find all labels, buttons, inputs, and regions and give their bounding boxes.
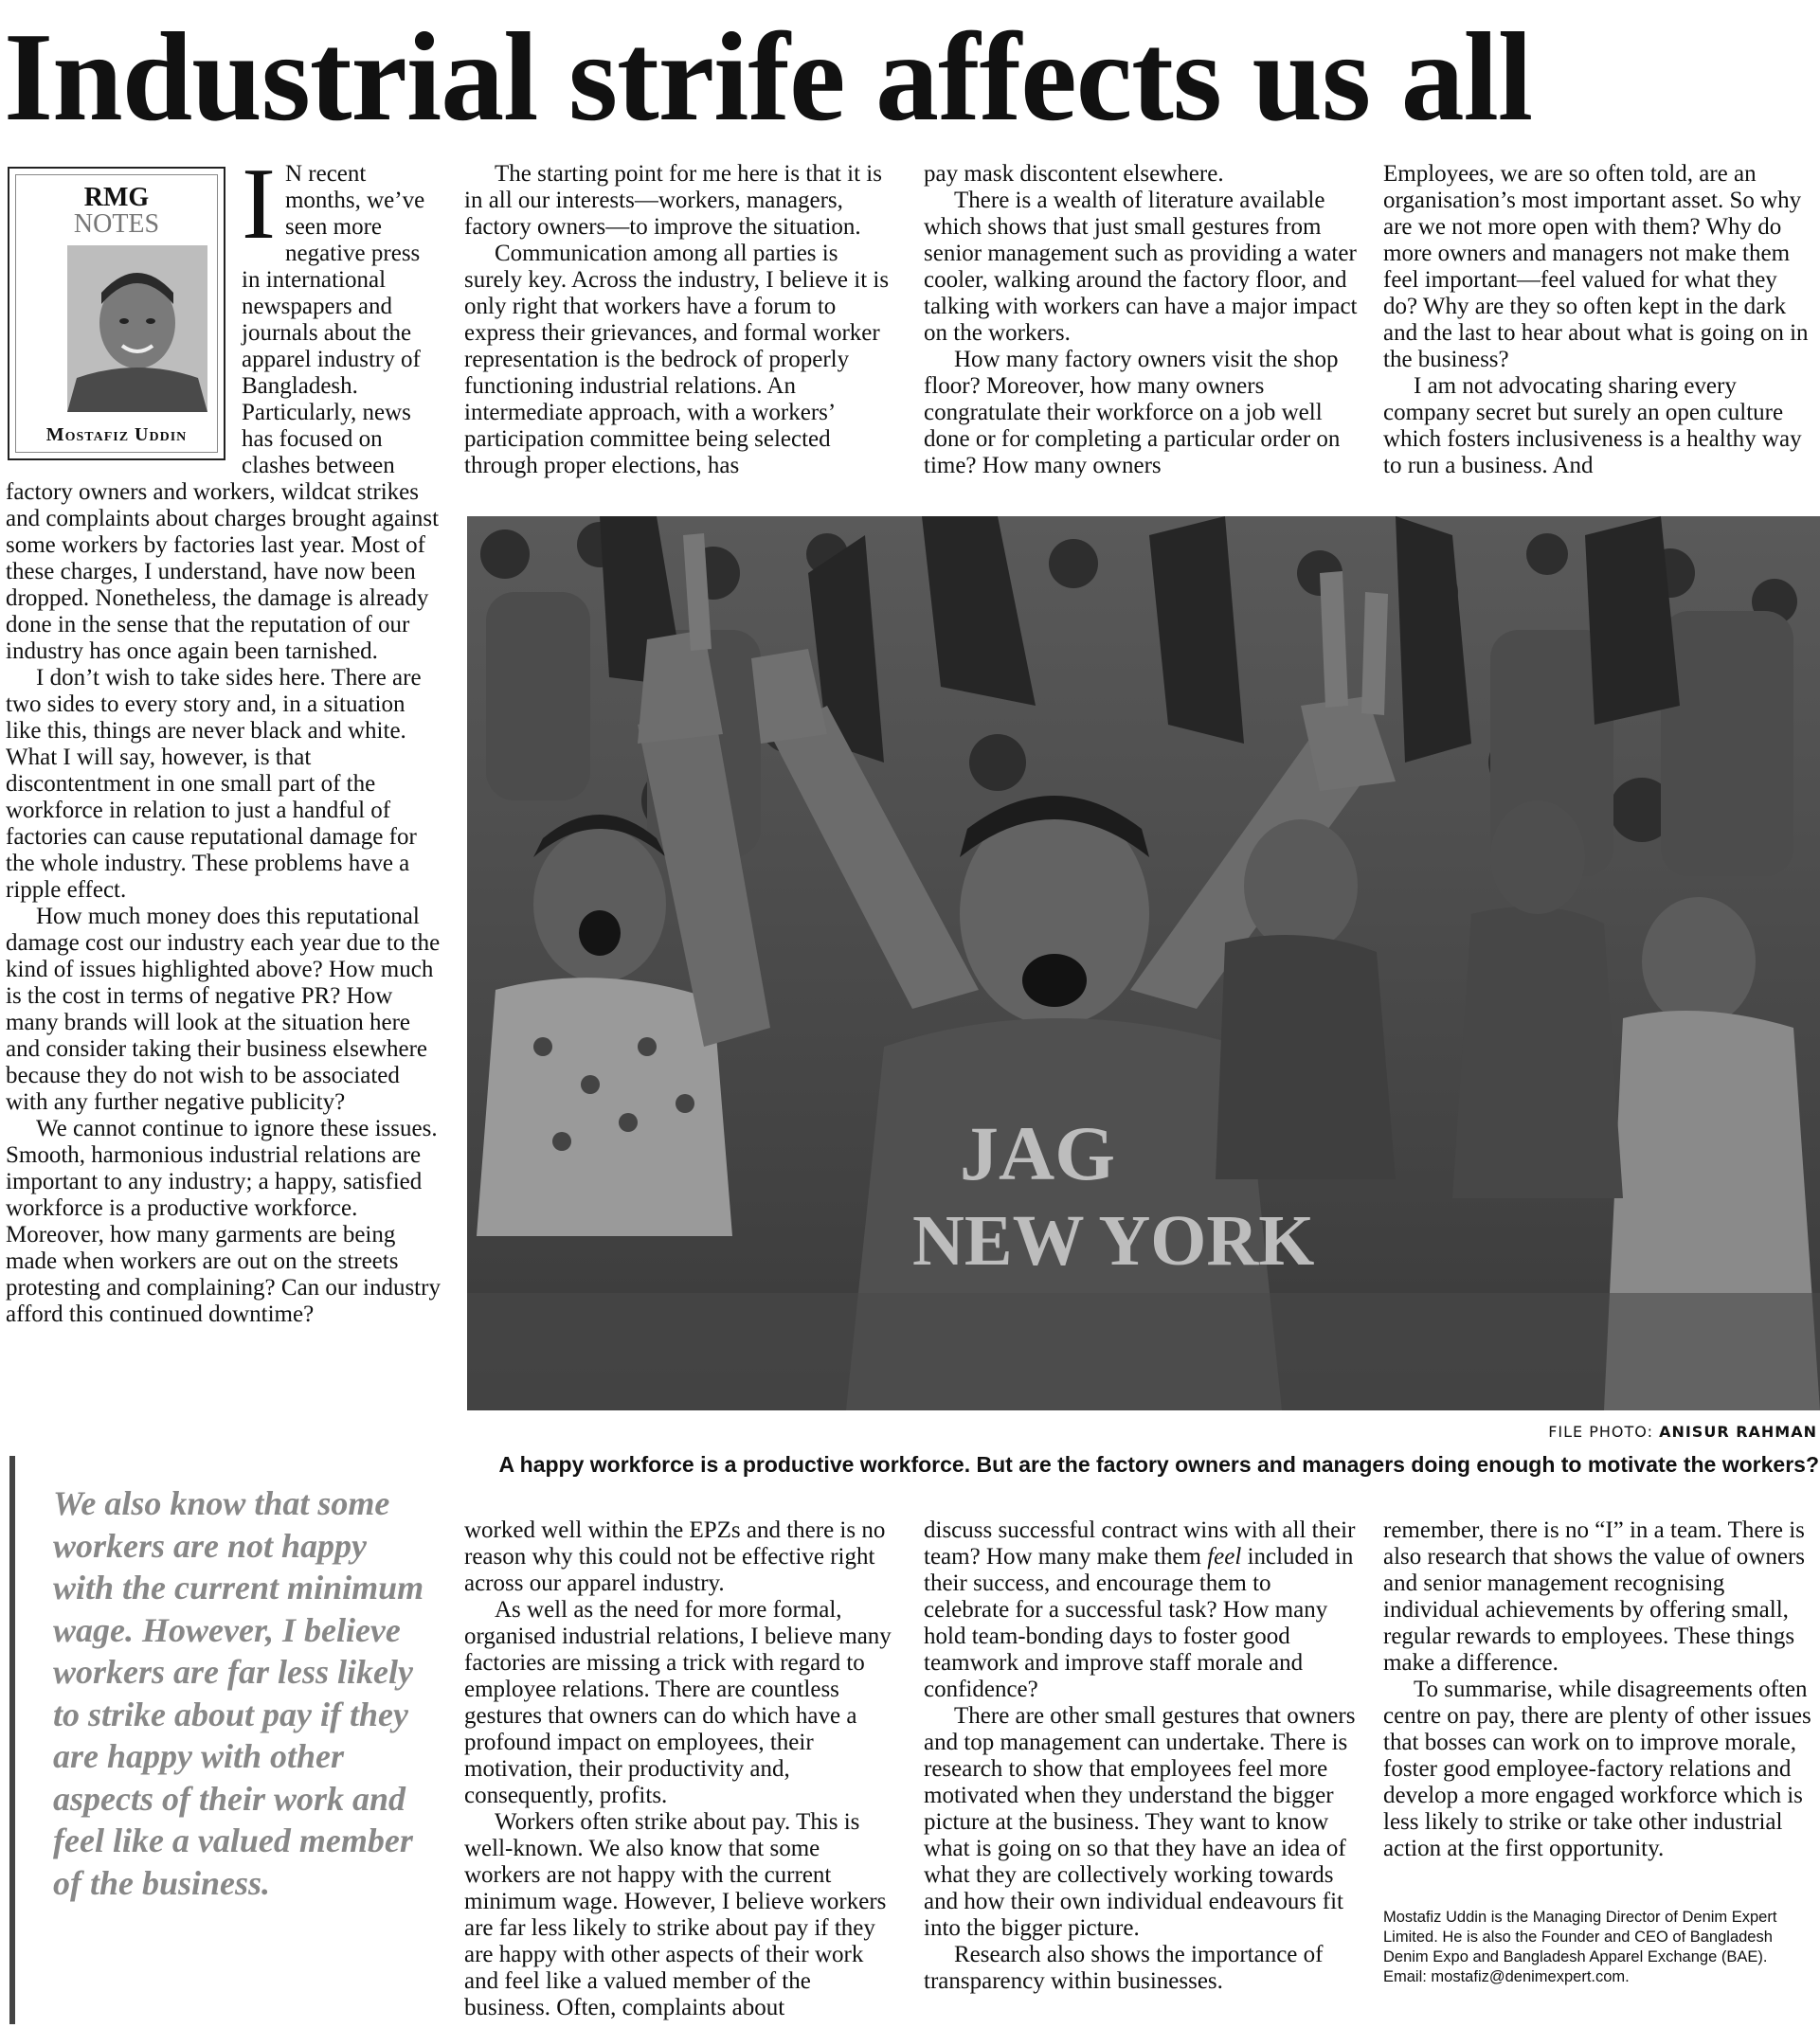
- paragraph: I am not advocating sharing every company secret but surely an open culture which fosters inclusiveness is a healthy way to run a business. And: [1383, 373, 1802, 478]
- pullquote-bar: [9, 1456, 15, 2024]
- paragraph: [924, 1517, 1360, 1703]
- paragraph: remember, there is no “I” in a team. There is also research that shows the value of owners and senior management recognising individual achievements by offering small, regular rewards to employees. These things make a difference.: [1383, 1517, 1805, 1676]
- paragraph: The starting point for me here is that it is in all our interests—workers, managers, factory owners—to improve the situation.: [464, 161, 882, 240]
- article-column-1: [6, 479, 443, 1328]
- protest-crowd-image: [467, 516, 1820, 1410]
- article-column-2-bottom: [464, 1517, 900, 2021]
- article-column-4-bottom: [1383, 1517, 1814, 1862]
- column-label-rmg: RMG: [83, 183, 150, 212]
- shirt-text: JAG: [960, 1110, 1115, 1196]
- paragraph: We cannot continue to ignore these issues. Smooth, harmonious industrial relations are important to any industry; a happy, satisfied workforce is a productive workforce. Moreover, how many garments are being made when workers are out on the streets protesting and complaining? Can our industry afford this continued downtime?: [6, 1116, 441, 1327]
- author-bio: Mostafiz Uddin is the Managing Director of Denim Expert Limited. He is also the Founder and CEO of Bangladesh Denim Expo and Bangladesh Apparel Exchange (BAE). Email: mostafiz@denimexpert.com.: [1383, 1909, 1777, 1985]
- paragraph: How much money does this reputational damage cost our industry each year due to the kind of issues highlighted above? How much is the cost in terms of negative PR? How many brands will look at the situation here and consider taking their business elsewhere because they do not wish to be associated with any further negative publicity?: [6, 904, 441, 1115]
- paragraph: There are other small gestures that owners and top management can undertake. There is research to show that employees feel more motivated when they understand the bigger picture at the business. They want to know what is going on so that they have an idea of what they are collectively working towards and how their own individual endeavours fit into the bigger picture.: [924, 1703, 1356, 1941]
- paragraph-text: discuss successful contract wins with all their team? How many make them: [924, 1517, 1356, 1570]
- paragraph: There is a wealth of literature available which shows that just small gestures from senior management such as providing a water cooler, walking around the factory floor, and talking with workers can have a major impact on the workers.: [924, 188, 1358, 346]
- column-byline-box: [8, 167, 225, 460]
- paragraph: I don’t wish to take sides here. There are two sides to every story and, in a situation like this, things are never black and white. What I will say, however, is that discontentment in one small part of the workforce in relation to just a handful of factories can cause reputational damage for the whole industry. These problems have a ripple effect.: [6, 665, 422, 903]
- article-column-2: [464, 161, 895, 479]
- headline: Industrial strife affects us all: [4, 7, 1533, 147]
- author-portrait-icon: [67, 245, 207, 412]
- article-column-3-bottom: [924, 1517, 1360, 1995]
- author-portrait: [67, 245, 207, 412]
- paragraph: Research also shows the importance of transparency within businesses.: [924, 1942, 1324, 1994]
- protest-photo: [467, 516, 1820, 1410]
- paragraph: pay mask discontent elsewhere.: [924, 161, 1224, 187]
- paragraph: Employees, we are so often told, are an organisation’s most important asset. So why are we not more open with them? Why do more owners and managers not make them feel important—feel valued for what they do? Why are they so often kept in the dark and the last to hear about what is going on in the business?: [1383, 161, 1809, 372]
- paragraph: Workers often strike about pay. This is well-known. We also know that some workers are not happy with the current minimum wage. However, I believe workers are far less likely to strike about pay if they are happy with other aspects of their work and feel like a valued member of the business. Often, complaints about: [464, 1809, 887, 2020]
- article-column-4: [1383, 161, 1814, 479]
- photographer-name: ANISUR RAHMAN: [1659, 1423, 1817, 1441]
- photo-credit-prefix: FILE PHOTO:: [1548, 1423, 1660, 1441]
- shirt-text: NEW YORK: [912, 1201, 1315, 1281]
- emphasis-text: feel: [1207, 1544, 1242, 1570]
- article-column-3: [924, 161, 1360, 479]
- drop-cap: I: [242, 148, 276, 260]
- pullquote: We also know that some workers are not happy with the current minimum wage. However, I believe workers are far less likely to strike about pay if they are happy with other aspects of their work and feel like a valued member of the business.: [53, 1484, 424, 1902]
- photo-caption: A happy workforce is a productive workforce. But are the factory owners and managers doing enough to motivate the workers?: [498, 1452, 1819, 1477]
- article-intro: [242, 148, 441, 479]
- author-name: Mostafiz Uddin: [45, 424, 188, 445]
- paragraph: How many factory owners visit the shop floor? Moreover, how many owners congratulate their workforce on a job well done or for completing a particular order on time? How many owners: [924, 347, 1341, 478]
- intro-text: N recent months, we’ve seen more negative press in international newspapers and journals about the apparel industry of Bangladesh. Particularly, news has focused on clashes between: [242, 161, 425, 478]
- paragraph: Communication among all parties is surely key. Across the industry, I believe it is only right that workers have a forum to express their grievances, and formal worker representation is the bedrock of properly functioning industrial relations. An intermediate approach, with a workers’ participation committee being selected through proper elections, has: [464, 241, 890, 478]
- paragraph: worked well within the EPZs and there is no reason why this could not be effective right across our apparel industry.: [464, 1517, 886, 1596]
- photo-credit: [1421, 1423, 1817, 1442]
- paragraph: To summarise, while disagreements often centre on pay, there are plenty of other issues that bosses can work on to improve morale, foster good employee-factory relations and develop a more engaged workforce which is less likely to strike or take other industrial action at the first opportunity.: [1383, 1677, 1811, 1861]
- paragraph: factory owners and workers, wildcat strikes and complaints about charges brought against some workers by factories last year. Most of these charges, I understand, have now been dropped. Nonetheless, the damage is already done in the sense that the reputation of our industry has once again been tarnished.: [6, 479, 440, 664]
- paragraph-text: included in their success, and encourage them to celebrate for a successful task? How many hold team-bonding days to foster good teamwork and improve staff morale and confidence?: [924, 1544, 1354, 1702]
- byline-frame: [15, 174, 218, 453]
- paragraph: As well as the need for more formal, organised industrial relations, I believe many factories are missing a trick with regard to employee relations. There are countless gestures that owners can do which have a profound impact on employees, their motivation, their productivity and, consequently, profits.: [464, 1597, 892, 1808]
- column-label-notes: NOTES: [73, 209, 160, 239]
